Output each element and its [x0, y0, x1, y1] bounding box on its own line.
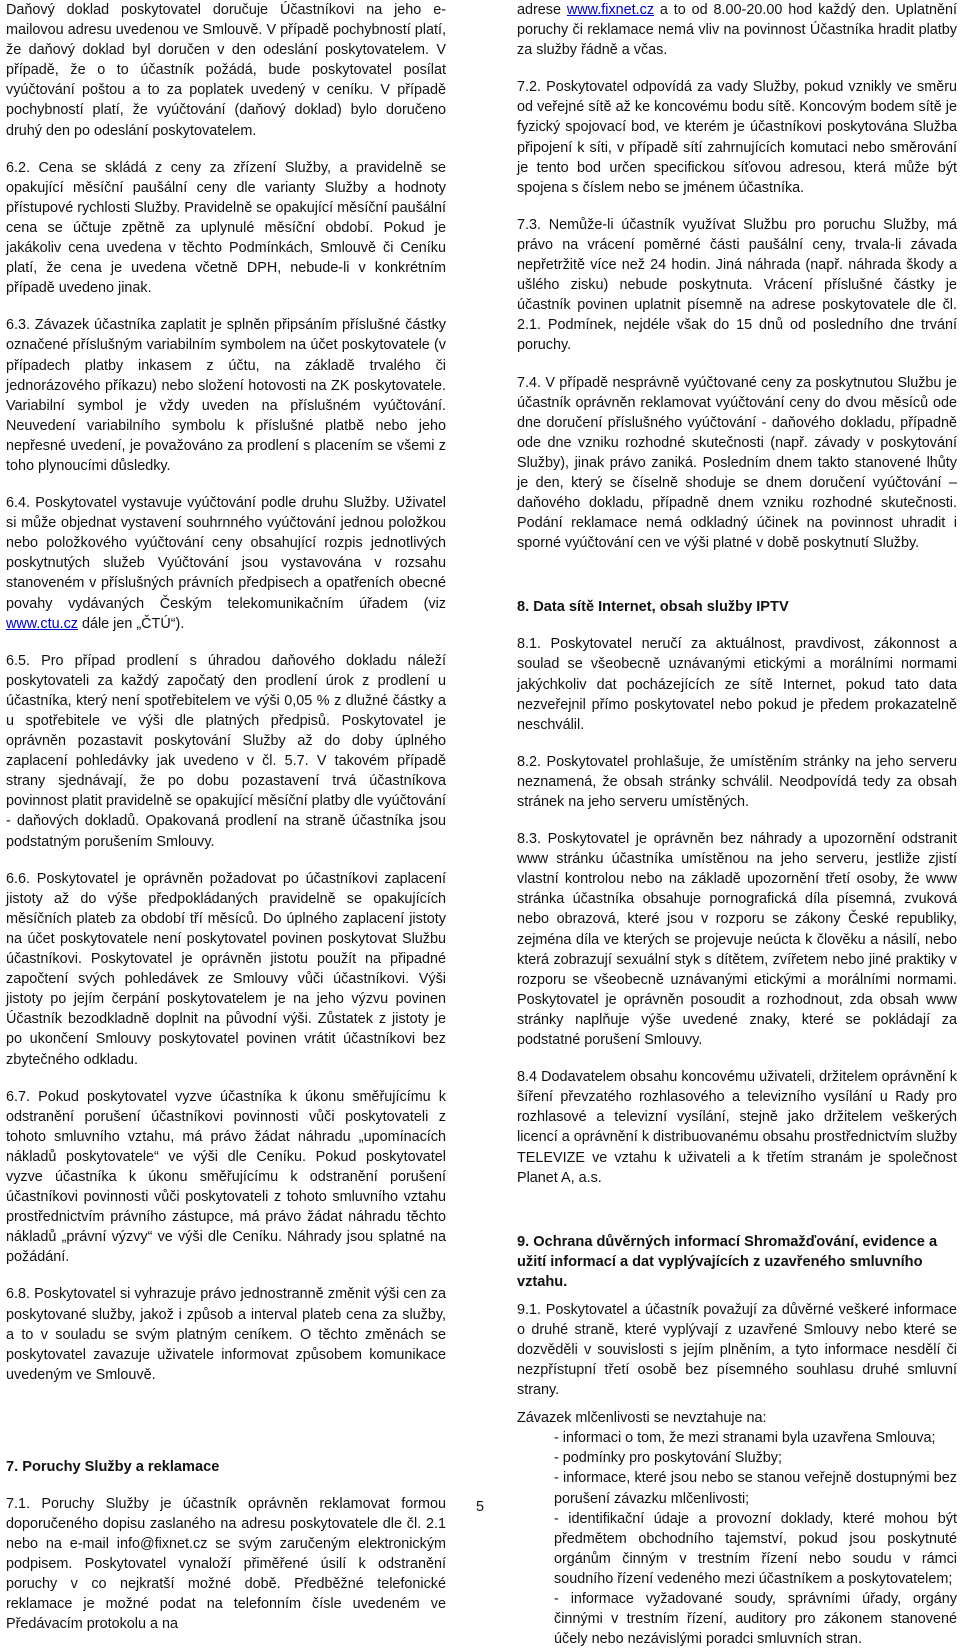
list-item: - identifikační údaje a provozní doklady, které mohou být předmětem obchodního tajemství, pokud jsou poskytnuté orgánům činným v trestním řízení nebo soudu v rámci soudního řízení vedeného mezi účastníkem a poskytovatelem;: [554, 1510, 957, 1587]
fixnet-link[interactable]: www.fixnet.cz: [566, 2, 655, 18]
heading-section-8: 8. Data sítě Internet, obsah služby IPTV: [517, 599, 789, 616]
paragraph-8-2: 8.2. Poskytovatel prohlašuje, že umístěním stránky na jeho serveru neznamená, že obsah stránky schválil. Neodpovídá tedy za obsah stránek na jeho serveru umístěných.: [517, 753, 957, 810]
paragraph-7-3: 7.3. Nemůže-li účastník využívat Službu pro poruchu Služby, má právo na vrácení poměrné části paušální ceny, trvala-li závada nepřetržitě více než 24 hodin. Jiná náhrada (např. náhrada škody a ušlého zisku) nebude poskytnuta. Vrácení příslušné částky je účastník povinen uplatnit písemně na adrese poskytovatele dle čl. 2.1. Podmínek, nejdéle však do 15 dnů od posledního dne trvání poruchy.: [517, 216, 957, 354]
list-item: - informace, které jsou nebo se stanou veřejně dostupnými bez porušení závazku mlčenlivosti;: [554, 1470, 957, 1507]
heading-section-9: 9. Ochrana důvěrných informací Shromažďování, evidence a užití informací a dat vyplývajících z uzavřeného smluvního vztahu.: [517, 1233, 938, 1290]
paragraph-6-2: 6.2. Cena se skládá z ceny za zřízení Služby, a pravidelně se opakující měsíční paušální ceny dle varianty Služby a hodnoty přístupové rychlosti Služby. Pravidelně se opakující měsíční paušální cena se účtuje zpětně za uplynulé měsíční období. Pokud je jakákoliv cena uvedena v těchto Podmínkách, Smlouvě či Ceníku platí, že cena je uvedena včetně DPH, nebude-li v konkrétním případě uvedeno jinak.: [6, 159, 446, 297]
right-column: [517, 0, 957, 1649]
page-number: 5: [475, 1499, 484, 1515]
paragraph-zavazek: Závazek mlčenlivosti se nevztahuje na:: [517, 1410, 767, 1427]
paragraph-8-3: 8.3. Poskytovatel je oprávněn bez náhrady a upozornění odstranit www stránku účastníka umístěnou na jeho serveru, jestliže zjistí vlastní kontrolou nebo na základě upozornění třetí osoby, že www stránka účastníka obsahuje pornografická díla písemná, zvuková nebo obrazová, které jsou v rozporu se zákony České republiky, zejména díla ve kterých se projevuje neúcta k člověku a násilí, nebo která zobrazují sexuální styk s dítětem, zvířetem nebo jiné praktiky v rozporu se všeobecně uznávanými etickými a morálními normami. Poskytovatel je oprávněn posoudit a rozhodnout, zda obsah www stránky naplňuje výše uvedené znaky, které se pokládají za podstatné porušení Smlouvy.: [517, 831, 957, 1049]
list-item: - podmínky pro poskytování Služby;: [554, 1450, 782, 1467]
left-column: [6, 0, 446, 1635]
paragraph-6-4-text: 6.4. Poskytovatel vystavuje vyúčtování podle druhu Služby. Uživatel si může objednat vystavení souhrnného vyúčtování jednou položkou nebo položkového vyúčtování ceny obsahující rozpis jednotlivých poskytnutých služeb Vyúčtování jsou vystavována v rozsahu stanoveném v příslušných právních předpisech a opatřeních obecné povahy vydávaných Českým telekomunikačním úřadem (viz: [6, 495, 446, 612]
paragraph-7-1-continued: [517, 0, 957, 60]
paragraph-7-4: 7.4. V případě nesprávně vyúčtované ceny za poskytnutou Službu je účastník oprávněn reklamovat vyúčtování ceny do dvou měsíců ode dne doručení příslušného vyúčtování - daňového dokladu, případně ode dne vzniku rozhodné skutečnosti (např. závady v poskytování Služby), jinak právo zaniká. Posledním dnem takto stanovené lhůty je den, který se číselně shoduje se dnem doručení vyúčtování – daňového dokladu, případně dnem vzniku rozhodné skutečnosti. Podání reklamace nemá odkladný účinek na povinnost uhradit i sporné vyúčtování cen ve výši platné v době poskytnutí Služby.: [517, 374, 957, 552]
paragraph-6-8: 6.8. Poskytovatel si vyhrazuje právo jednostranně změnit výši cen za poskytované služby, jakož i způsob a interval plateb cena za služby, a to v souladu se svým platným ceníkem. O těchto změnách se poskytovatel zavazuje uživatele informovat způsobem komunikace uvedeným ve Smlouvě.: [6, 1286, 446, 1383]
paragraph-intro: Daňový doklad poskytovatel doručuje Účastníkovi na jeho e-mailovou adresu uvedenou ve Smlouvě. V případě pochybností platí, že daňový doklad byl doručen v den odeslání poskytovatelem. V případě, že o to účastník požádá, bude poskytovatel posílat vyúčtování poštou a to za poplatek uvedený v ceníku. V případě pochybností platí, že vyúčtování (daňový doklad) bylo doručeno druhý den po odeslání poskytovatelem.: [6, 2, 446, 139]
paragraph-7-1: 7.1. Poruchy Služby je účastník oprávněn reklamovat formou doporučeného dopisu zaslaného na adresu poskytovatele dle čl. 2.1 nebo na e-mail info@fixnet.cz se svým zaručeným elektronickým podpisem. Poskytovatel vynaloží přiměřené úsilí k odstranění poruchy v co nejkratší možné době. Předběžné telefonické reklamace je možné podat na telefonním čísle uvedeném ve Předávacím protokolu a na: [6, 1495, 446, 1633]
paragraph-8-4: 8.4 Dodavatelem obsahu koncovému uživateli, držitelem oprávnění k šíření převzatého rozhlasového a televizního vysílání u Rady pro rozhlasové a televizní vysílání, stejně jako držitelem veškerých licencí a oprávnění k distribuovanému obsahu prostřednictvím služby TELEVIZE ve vztahu k uživateli a k třetím stranám je společnost Planet A, a.s.: [517, 1069, 957, 1186]
paragraph-6-5: 6.5. Pro případ prodlení s úhradou daňového dokladu náleží poskytovateli za každý započatý den prodlení úrok z prodlení u účastníka, který není spotřebitelem ve výši 0,05 % z dlužné částky a u spotřebitele ve výši dle platných předpisů. Poskytovatel je oprávněn pozastavit poskytování Služby až do doby úplného zaplacení pohledávky jak uvedeno v čl. 5.7. V takovém případě strany sjednávají, že po dobu pozastavení trvá účastníkova povinnost platit pravidelně se opakující měsíční platby dle vyúčtování - daňových dokladů. Opakovaná prodlení na straně účastníka jsou podstatným porušením Smlouvy.: [6, 652, 446, 850]
paragraph-9-1: 9.1. Poskytovatel a účastník považují za důvěrné veškeré informace o druhé straně, které vyplývají z uzavřené Smlouvy nebo které se dozvěděli v souvislosti s jejím plněním, a tyto informace nesdělí či nezpřístupní třetí osobě bez písemného souhlasu druhé smluvní strany.: [517, 1301, 957, 1399]
paragraph-7-1-cont-tail: a to od 8.00-20.00 hod každý den. Uplatnění poruchy či reklamace nemá vliv na povinnost Účastníka hradit platby za služby řádně a včas.: [517, 2, 958, 59]
paragraph-8-1: 8.1. Poskytovatel neručí za aktuálnost, pravdivost, zákonnost a soulad se všeobecně uznávanými etickými a morálními normami jakýchkoliv dat pocházejících ze sítě Internet, pokud tato data nezveřejnil přímo poskytovatel nebo pokud je předem prokazatelně neschválil.: [517, 636, 957, 733]
paragraph-7-1-cont-text: adrese: [517, 2, 567, 18]
paragraph-6-4: [6, 493, 446, 634]
paragraph-6-6: 6.6. Poskytovatel je oprávněn požadovat po účastníkovi zaplacení jistoty až do výše předpokládaných pravidelně se opakujících měsíčních plateb za období tří měsíců. Do úplného zaplacení jistoty na účet poskytovatele není poskytovatel povinen poskytovat Službu účastníkovi. Poskytovatel je oprávněn jistotu použít na připadné započtení svých pohledávek ze Smlouvy vůči účastníkovi. Výši jistoty po jejím čerpání poskytovatelem je na jeho výzvu povinen Účastník bezodkladně doplnit na původní výši. Zůstatek z jistoty je po ukončení Smlouvy poskytovatel povinen vrátit účastníkovi bez zbytečného odkladu.: [6, 870, 446, 1068]
paragraph-7-2: 7.2. Poskytovatel odpovídá za vady Služby, pokud vznikly ve směru od veřejné sítě až ke koncovému bodu sítě. Koncovým bodem sítě je fyzický spojovací bod, ve kterém je účastníkovi poskytována Služba připojení k síti, v případě sítí zahrnujících komutaci nebo směrování je tento bod určen specifickou síťovou adresou, která může být spojena s číslem nebo se jménem účastníka.: [517, 79, 957, 196]
list-item: - informace vyžadované soudy, správními úřady, orgány činnými v trestním řízení, auditory pro zákonem stanovené účely nebo nezávislými poradci smluvních stran.: [554, 1591, 957, 1648]
ctu-link[interactable]: www.ctu.cz: [6, 615, 78, 632]
list-item: - informaci o tom, že mezi stranami byla uzavřena Smlouva;: [554, 1430, 936, 1447]
exceptions-list: [517, 1428, 957, 1649]
paragraph-6-4-tail: dále jen „ČTÚ“).: [77, 615, 185, 632]
heading-section-7: 7. Poruchy Služby a reklamace: [6, 1458, 220, 1475]
paragraph-6-3: 6.3. Závazek účastníka zaplatit je splněn připsáním příslušné částky označené příslušným variabilním symbolem na účet poskytovatele (v případech platby inkasem z účtu, na základě trvalého či jednorázového příkazu) nebo složení hotovosti na ZK poskytovatele. Variabilní symbol je vždy uveden na příslušném vyúčtování. Neuvedení variabilního symbolu k příslušné platbě nebo jeho nepřesné uvedení, je považováno za prodlení s placením se všemi z toho plynoucími důsledky.: [6, 317, 446, 474]
paragraph-6-7: 6.7. Pokud poskytovatel vyzve účastníka k úkonu směřujícímu k odstranění porušení účastníkovi povinnosti vůči poskytovateli z tohoto smluvního vztahu, má právo žádat náhradu „upomínacích nákladů poskytovatele“ ve výši dle Ceníku. Pokud poskytovatel vyzve účastníka k úkonu směřujícímu k odstranění porušení účastníkovi povinnosti vůči poskytovateli z tohoto smluvního vztahu prostřednictvím právního zástupce, má právo žádat náhradu těchto nákladů „právní výzvy“ ve výši dle Ceníku. Náhrady jsou splatné na požádání.: [6, 1088, 446, 1266]
